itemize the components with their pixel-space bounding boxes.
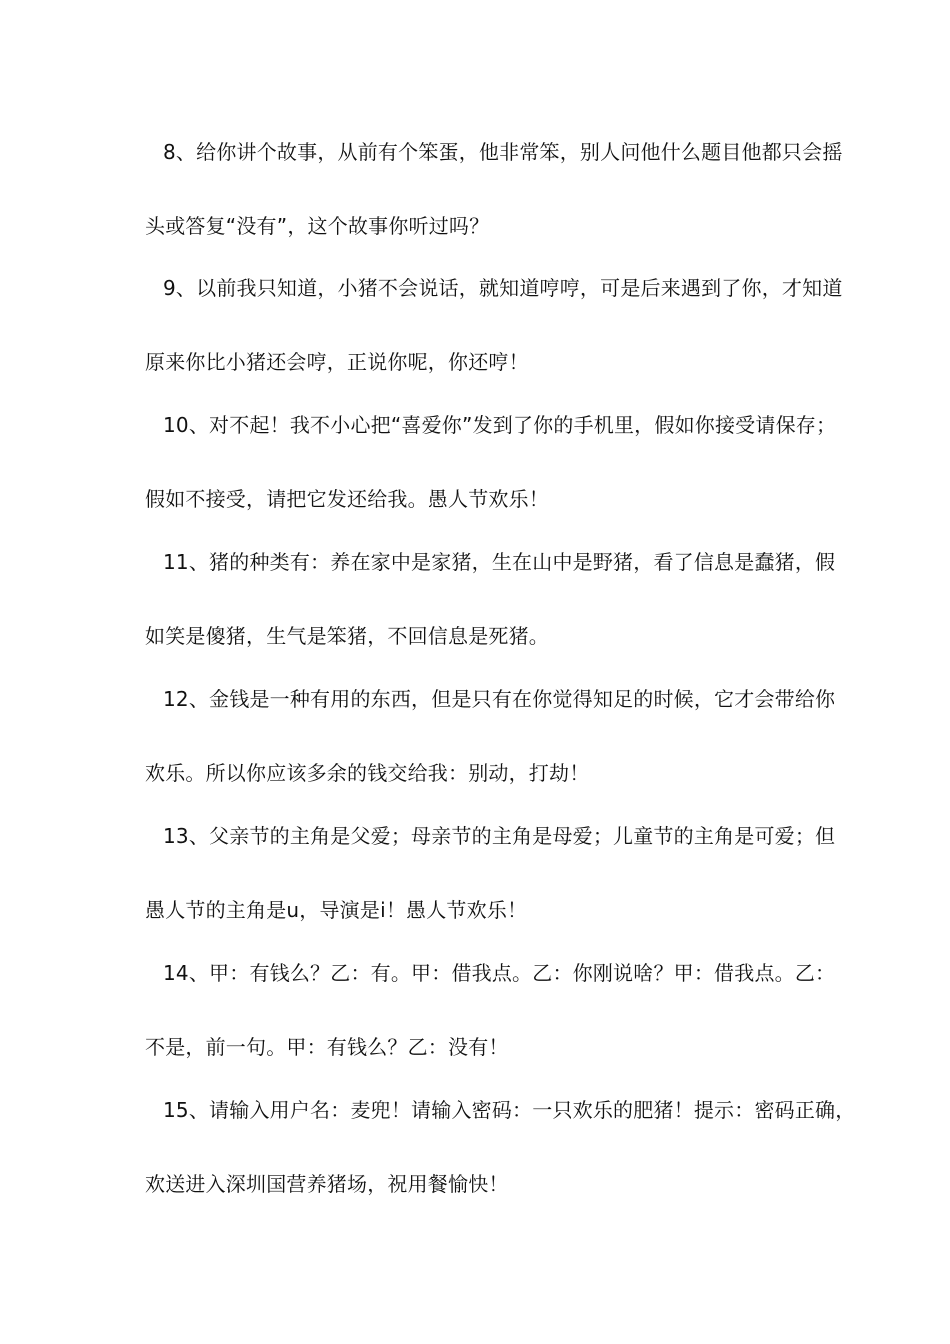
paragraph-line: 15、请输入用户名：麦兜！请输入密码：一只欢乐的肥猪！提示：密码正确， (163, 1098, 856, 1122)
paragraph-line: 愚人节的主角是u，导演是i！愚人节欢乐！ (145, 898, 528, 922)
paragraph-line: 8、给你讲个故事，从前有个笨蛋，他非常笨，别人问他什么题目他都只会摇 (163, 140, 843, 164)
paragraph-line: 10、对不起！我不小心把“喜爱你”发到了你的手机里，假如你接受请保存； (163, 413, 837, 437)
paragraph-line: 假如不接受，请把它发还给我。愚人节欢乐！ (145, 487, 549, 511)
paragraph-line: 12、金钱是一种有用的东西，但是只有在你觉得知足的时候，它才会带给你 (163, 687, 836, 711)
paragraph-line: 欢乐。所以你应该多余的钱交给我：别动，打劫！ (145, 761, 590, 785)
paragraph-line: 头或答复“没有”，这个故事你听过吗？ (145, 214, 490, 238)
paragraph-line: 9、以前我只知道，小猪不会说话，就知道哼哼，可是后来遇到了你，才知道 (163, 276, 843, 300)
paragraph-line: 如笑是傻猪，生气是笨猪，不回信息是死猪。 (145, 624, 549, 648)
paragraph-line: 13、父亲节的主角是父爱；母亲节的主角是母爱；儿童节的主角是可爱；但 (163, 824, 836, 848)
paragraph-line: 11、猪的种类有：养在家中是家猪，生在山中是野猪，看了信息是蠢猪，假 (163, 550, 836, 574)
paragraph-line: 原来你比小猪还会哼，正说你呢，你还哼！ (145, 350, 529, 374)
paragraph-line: 欢送进入深圳国营养猪场，祝用餐愉快！ (145, 1172, 509, 1196)
paragraph-line: 14、甲：有钱么？乙：有。甲：借我点。乙：你刚说啥？甲：借我点。乙： (163, 961, 836, 985)
paragraph-line: 不是，前一句。甲：有钱么？乙：没有！ (145, 1035, 509, 1059)
